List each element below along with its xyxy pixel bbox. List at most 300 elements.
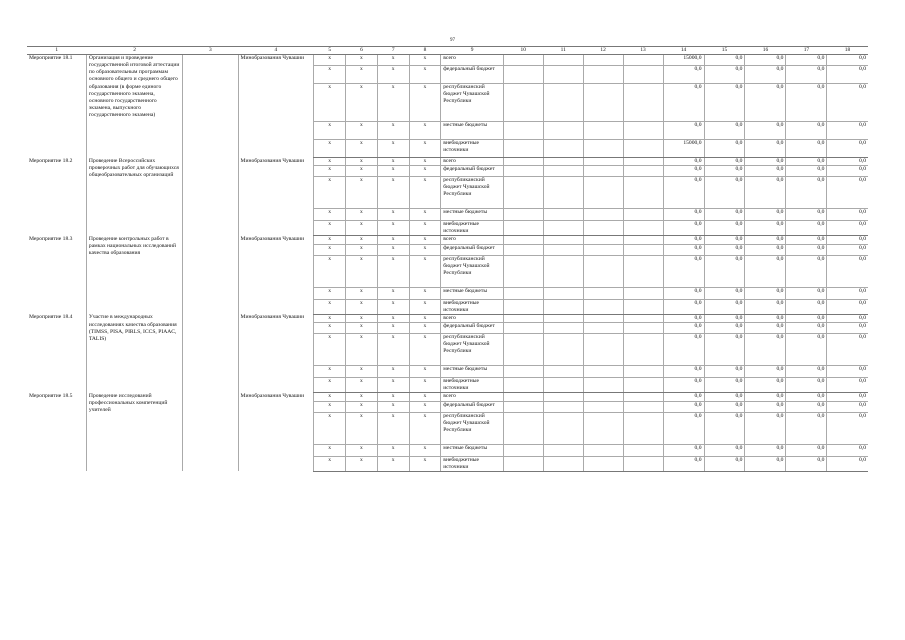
empty-cell: [583, 444, 623, 456]
empty-cell: [543, 84, 583, 122]
event-name: Проведение контрольных работ в рамках национальных исследований качества образования: [86, 236, 182, 314]
code-cell: x: [314, 122, 346, 140]
code-cell: x: [409, 401, 441, 412]
amount-cell: 0,0: [786, 456, 827, 471]
empty-cell: [503, 122, 543, 140]
funding-source: местные бюджеты: [441, 444, 503, 456]
code-cell: x: [314, 287, 346, 299]
code-cell: x: [409, 393, 441, 401]
amount-cell: 0,0: [786, 84, 827, 122]
event-name: Участие в международных исследованиях качества образования (TIMSS, PISA, PIRLS, ICCS, PIAAC, TALIS): [86, 314, 182, 392]
empty-cell: [503, 66, 543, 84]
code-cell: x: [377, 444, 409, 456]
code-cell: x: [314, 177, 346, 209]
funding-source: республиканский бюджет Чувашской Республики: [441, 255, 503, 287]
code-cell: x: [377, 84, 409, 122]
empty-cell: [543, 314, 583, 322]
amount-cell: 0,0: [827, 236, 868, 244]
amount-cell: 0,0: [745, 236, 786, 244]
code-cell: x: [377, 236, 409, 244]
amount-cell: 0,0: [786, 412, 827, 444]
code-cell: x: [314, 444, 346, 456]
empty-cell: [623, 255, 663, 287]
code-cell: x: [314, 166, 346, 177]
code-cell: x: [314, 66, 346, 84]
code-cell: x: [314, 334, 346, 366]
code-cell: x: [346, 456, 378, 471]
amount-cell: 0,0: [663, 323, 704, 334]
empty-cell: [183, 236, 238, 314]
funding-source: федеральный бюджет: [441, 166, 503, 177]
column-header: 8: [409, 47, 441, 55]
amount-cell: 0,0: [663, 166, 704, 177]
amount-cell: 0,0: [786, 334, 827, 366]
empty-cell: [623, 334, 663, 366]
amount-cell: 0,0: [663, 221, 704, 236]
column-number-row: [27, 47, 868, 55]
empty-cell: [543, 158, 583, 166]
empty-cell: [583, 366, 623, 378]
amount-cell: 0,0: [745, 378, 786, 393]
column-header: 17: [786, 47, 827, 55]
empty-cell: [503, 323, 543, 334]
amount-cell: 0,0: [704, 122, 745, 140]
code-cell: x: [346, 323, 378, 334]
amount-cell: 0,0: [745, 158, 786, 166]
amount-cell: 0,0: [827, 444, 868, 456]
column-header: 15: [704, 47, 745, 55]
code-cell: x: [409, 378, 441, 393]
amount-cell: 0,0: [663, 209, 704, 221]
code-cell: x: [377, 140, 409, 158]
empty-cell: [543, 378, 583, 393]
empty-cell: [583, 244, 623, 255]
funding-source: республиканский бюджет Чувашской Республики: [441, 412, 503, 444]
empty-cell: [623, 299, 663, 314]
code-cell: x: [377, 366, 409, 378]
code-cell: x: [346, 299, 378, 314]
responsible-executor: Минобразования Чувашии: [238, 158, 314, 236]
amount-cell: 0,0: [745, 444, 786, 456]
amount-cell: 0,0: [786, 314, 827, 322]
amount-cell: 0,0: [663, 158, 704, 166]
code-cell: x: [314, 299, 346, 314]
code-cell: x: [346, 287, 378, 299]
empty-cell: [583, 334, 623, 366]
empty-cell: [503, 221, 543, 236]
funding-source: федеральный бюджет: [441, 401, 503, 412]
empty-cell: [543, 366, 583, 378]
amount-cell: 0,0: [745, 209, 786, 221]
amount-cell: 0,0: [704, 287, 745, 299]
code-cell: x: [377, 412, 409, 444]
empty-cell: [583, 55, 623, 66]
amount-cell: 0,0: [704, 209, 745, 221]
table-row: [27, 393, 868, 401]
empty-cell: [503, 166, 543, 177]
code-cell: x: [409, 236, 441, 244]
amount-cell: 0,0: [786, 66, 827, 84]
code-cell: x: [346, 66, 378, 84]
code-cell: x: [314, 158, 346, 166]
funding-source: федеральный бюджет: [441, 66, 503, 84]
amount-cell: 0,0: [745, 255, 786, 287]
empty-cell: [543, 393, 583, 401]
code-cell: x: [346, 412, 378, 444]
table-row: [27, 158, 868, 166]
code-cell: x: [314, 55, 346, 66]
amount-cell: 0,0: [663, 236, 704, 244]
column-header: 11: [543, 47, 583, 55]
amount-cell: 0,0: [704, 221, 745, 236]
code-cell: x: [346, 444, 378, 456]
funding-source: республиканский бюджет Чувашской Республики: [441, 84, 503, 122]
code-cell: x: [377, 166, 409, 177]
code-cell: x: [346, 140, 378, 158]
empty-cell: [623, 444, 663, 456]
amount-cell: 0,0: [827, 366, 868, 378]
code-cell: x: [314, 412, 346, 444]
code-cell: x: [314, 366, 346, 378]
code-cell: x: [409, 55, 441, 66]
amount-cell: 0,0: [745, 66, 786, 84]
funding-source: местные бюджеты: [441, 122, 503, 140]
column-header: 10: [503, 47, 543, 55]
empty-cell: [503, 456, 543, 471]
amount-cell: 0,0: [745, 177, 786, 209]
code-cell: x: [314, 209, 346, 221]
amount-cell: 0,0: [704, 244, 745, 255]
amount-cell: 0,0: [745, 221, 786, 236]
funding-source: всего: [441, 314, 503, 322]
amount-cell: 0,0: [704, 177, 745, 209]
amount-cell: 0,0: [663, 334, 704, 366]
code-cell: x: [377, 244, 409, 255]
code-cell: x: [314, 255, 346, 287]
code-cell: x: [409, 412, 441, 444]
funding-source: внебюджетные источники: [441, 221, 503, 236]
amount-cell: 0,0: [663, 378, 704, 393]
amount-cell: 0,0: [663, 122, 704, 140]
amount-cell: 0,0: [827, 140, 868, 158]
amount-cell: 0,0: [745, 55, 786, 66]
amount-cell: 0,0: [663, 299, 704, 314]
funding-source: всего: [441, 393, 503, 401]
code-cell: x: [409, 209, 441, 221]
empty-cell: [503, 84, 543, 122]
empty-cell: [623, 177, 663, 209]
code-cell: x: [377, 209, 409, 221]
empty-cell: [543, 66, 583, 84]
amount-cell: 0,0: [786, 378, 827, 393]
empty-cell: [623, 158, 663, 166]
empty-cell: [583, 209, 623, 221]
empty-cell: [583, 158, 623, 166]
code-cell: x: [314, 84, 346, 122]
amount-cell: 0,0: [663, 255, 704, 287]
column-header: 13: [623, 47, 663, 55]
amount-cell: 0,0: [786, 287, 827, 299]
empty-cell: [543, 140, 583, 158]
empty-cell: [503, 158, 543, 166]
code-cell: x: [409, 287, 441, 299]
amount-cell: 0,0: [663, 444, 704, 456]
responsible-executor: Минобразования Чувашии: [238, 55, 314, 158]
empty-cell: [543, 299, 583, 314]
code-cell: x: [409, 366, 441, 378]
code-cell: x: [409, 166, 441, 177]
code-cell: x: [409, 299, 441, 314]
empty-cell: [503, 412, 543, 444]
empty-cell: [583, 84, 623, 122]
amount-cell: 0,0: [786, 166, 827, 177]
empty-cell: [623, 55, 663, 66]
amount-cell: 0,0: [704, 444, 745, 456]
amount-cell: 0,0: [786, 366, 827, 378]
amount-cell: 0,0: [786, 221, 827, 236]
funding-source: всего: [441, 236, 503, 244]
empty-cell: [623, 244, 663, 255]
empty-cell: [583, 378, 623, 393]
amount-cell: 0,0: [704, 66, 745, 84]
amount-cell: 0,0: [786, 393, 827, 401]
code-cell: x: [314, 314, 346, 322]
amount-cell: 0,0: [827, 299, 868, 314]
code-cell: x: [346, 255, 378, 287]
code-cell: x: [377, 334, 409, 366]
empty-cell: [503, 244, 543, 255]
empty-cell: [183, 158, 238, 236]
empty-cell: [583, 177, 623, 209]
code-cell: x: [409, 314, 441, 322]
amount-cell: 0,0: [704, 299, 745, 314]
funding-source: республиканский бюджет Чувашской Республики: [441, 177, 503, 209]
empty-cell: [543, 209, 583, 221]
funding-source: внебюджетные источники: [441, 456, 503, 471]
amount-cell: 0,0: [663, 456, 704, 471]
column-header: 6: [346, 47, 378, 55]
amount-cell: 0,0: [704, 393, 745, 401]
event-code: Мероприятие 18.1: [29, 55, 73, 61]
amount-cell: 0,0: [786, 244, 827, 255]
empty-cell: [583, 140, 623, 158]
amount-cell: 0,0: [745, 401, 786, 412]
code-cell: x: [314, 236, 346, 244]
amount-cell: 0,0: [663, 287, 704, 299]
amount-cell: 0,0: [704, 236, 745, 244]
funding-source: внебюджетные источники: [441, 299, 503, 314]
empty-cell: [623, 412, 663, 444]
empty-cell: [583, 393, 623, 401]
empty-cell: [503, 55, 543, 66]
column-header: 3: [183, 47, 238, 55]
event-code: Мероприятие 18.4: [29, 314, 73, 321]
amount-cell: 0,0: [827, 456, 868, 471]
amount-cell: 0,0: [704, 140, 745, 158]
empty-cell: [583, 412, 623, 444]
empty-cell: [503, 255, 543, 287]
code-cell: x: [409, 255, 441, 287]
code-cell: x: [314, 221, 346, 236]
code-cell: x: [377, 177, 409, 209]
amount-cell: 0,0: [663, 177, 704, 209]
empty-cell: [183, 55, 238, 158]
empty-cell: [543, 236, 583, 244]
responsible-executor: Минобразования Чувашии: [238, 236, 314, 314]
amount-cell: 0,0: [827, 158, 868, 166]
funding-source: федеральный бюджет: [441, 323, 503, 334]
empty-cell: [623, 236, 663, 244]
code-cell: x: [314, 244, 346, 255]
empty-cell: [543, 323, 583, 334]
code-cell: x: [409, 244, 441, 255]
amount-cell: 0,0: [827, 177, 868, 209]
code-cell: x: [346, 401, 378, 412]
amount-cell: 0,0: [745, 314, 786, 322]
empty-cell: [623, 287, 663, 299]
amount-cell: 0,0: [827, 84, 868, 122]
amount-cell: 0,0: [704, 456, 745, 471]
column-header: 9: [441, 47, 503, 55]
amount-cell: 0,0: [663, 366, 704, 378]
code-cell: x: [314, 140, 346, 158]
empty-cell: [503, 299, 543, 314]
empty-cell: [583, 323, 623, 334]
amount-cell: 0,0: [827, 378, 868, 393]
code-cell: x: [377, 221, 409, 236]
empty-cell: [583, 221, 623, 236]
amount-cell: 0,0: [745, 393, 786, 401]
empty-cell: [503, 177, 543, 209]
amount-cell: 0,0: [704, 255, 745, 287]
funding-source: республиканский бюджет Чувашской Республики: [441, 334, 503, 366]
code-cell: x: [314, 323, 346, 334]
code-cell: x: [377, 55, 409, 66]
empty-cell: [503, 366, 543, 378]
empty-cell: [623, 323, 663, 334]
empty-cell: [503, 393, 543, 401]
amount-cell: 0,0: [827, 401, 868, 412]
code-cell: x: [346, 55, 378, 66]
empty-cell: [543, 401, 583, 412]
amount-cell: 0,0: [827, 66, 868, 84]
empty-cell: [583, 299, 623, 314]
code-cell: x: [346, 244, 378, 255]
code-cell: x: [409, 334, 441, 366]
funding-source: местные бюджеты: [441, 366, 503, 378]
code-cell: x: [314, 393, 346, 401]
empty-cell: [543, 456, 583, 471]
empty-cell: [503, 334, 543, 366]
empty-cell: [503, 287, 543, 299]
amount-cell: 0,0: [786, 299, 827, 314]
code-cell: x: [314, 378, 346, 393]
amount-cell: 0,0: [704, 378, 745, 393]
amount-cell: 0,0: [745, 323, 786, 334]
column-header: 18: [827, 47, 868, 55]
code-cell: x: [346, 158, 378, 166]
amount-cell: 0,0: [786, 323, 827, 334]
amount-cell: 0,0: [786, 55, 827, 66]
amount-cell: 0,0: [745, 244, 786, 255]
event-name: Проведение исследований профессиональных компетенций учителей: [86, 393, 182, 471]
amount-cell: 15000,0: [663, 55, 704, 66]
event-code: Мероприятие 18.2: [29, 157, 73, 164]
empty-cell: [543, 122, 583, 140]
code-cell: x: [409, 158, 441, 166]
amount-cell: 0,0: [786, 122, 827, 140]
amount-cell: 0,0: [827, 412, 868, 444]
amount-cell: 0,0: [786, 255, 827, 287]
amount-cell: 0,0: [827, 244, 868, 255]
amount-cell: 0,0: [704, 55, 745, 66]
empty-cell: [623, 393, 663, 401]
column-header: 5: [314, 47, 346, 55]
empty-cell: [583, 287, 623, 299]
code-cell: x: [346, 84, 378, 122]
amount-cell: 15000,0: [663, 140, 704, 158]
column-header: 16: [745, 47, 786, 55]
column-header: 4: [238, 47, 314, 55]
empty-cell: [583, 401, 623, 412]
responsible-executor: Минобразования Чувашии: [238, 393, 314, 471]
code-cell: x: [377, 401, 409, 412]
empty-cell: [623, 366, 663, 378]
amount-cell: 0,0: [663, 244, 704, 255]
code-cell: x: [377, 456, 409, 471]
empty-cell: [623, 314, 663, 322]
empty-cell: [583, 66, 623, 84]
funding-source: федеральный бюджет: [441, 244, 503, 255]
column-header: 1: [27, 47, 86, 55]
empty-cell: [623, 378, 663, 393]
empty-cell: [543, 444, 583, 456]
empty-cell: [623, 401, 663, 412]
funding-source: местные бюджеты: [441, 209, 503, 221]
amount-cell: 0,0: [745, 122, 786, 140]
code-cell: x: [377, 287, 409, 299]
amount-cell: 0,0: [786, 401, 827, 412]
empty-cell: [543, 412, 583, 444]
empty-cell: [503, 378, 543, 393]
table-row: [27, 314, 868, 322]
funding-source: внебюджетные источники: [441, 378, 503, 393]
empty-cell: [623, 84, 663, 122]
empty-cell: [503, 140, 543, 158]
code-cell: x: [314, 456, 346, 471]
empty-cell: [623, 209, 663, 221]
amount-cell: 0,0: [704, 366, 745, 378]
code-cell: x: [409, 122, 441, 140]
code-cell: x: [409, 66, 441, 84]
amount-cell: 0,0: [827, 314, 868, 322]
empty-cell: [583, 314, 623, 322]
amount-cell: 0,0: [704, 84, 745, 122]
event-name: Организация и проведение государственной итоговой аттестации по образовательным программам основного общего и среднего общего образования (в форме единого государственного экзамена, основного государственного экзамена, выпускного государственного экзамена): [86, 55, 182, 158]
code-cell: x: [346, 209, 378, 221]
empty-cell: [503, 401, 543, 412]
amount-cell: 0,0: [786, 209, 827, 221]
code-cell: x: [377, 66, 409, 84]
event-code: Мероприятие 18.5: [29, 392, 73, 399]
funding-source: всего: [441, 55, 503, 66]
table-body: [27, 55, 868, 472]
code-cell: x: [377, 158, 409, 166]
amount-cell: 0,0: [786, 444, 827, 456]
empty-cell: [623, 66, 663, 84]
column-header: 2: [86, 47, 182, 55]
code-cell: x: [377, 255, 409, 287]
